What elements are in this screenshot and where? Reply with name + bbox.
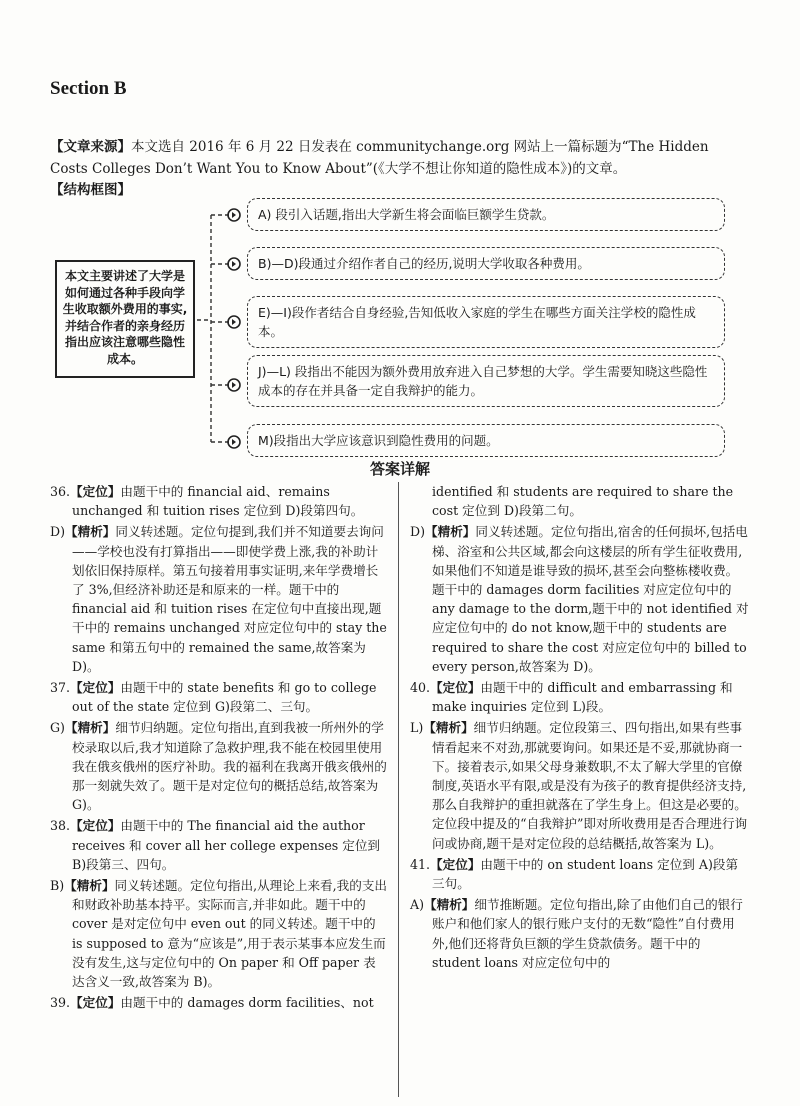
answer-paragraph: D)【精析】同义转述题。定位句指出,宿舍的任何损坏,包括电梯、浴室和公共区域,都会向这楼层的所有学生征收费用,如果他们不知道是谁导致的损坏,甚至会向整栋楼收费。题干中的 damages dorm facilities 对应定位句中的 any damage to the dorm,题干中的 not identified 对应定位句中的 do not know,题干中的 students are required to share the cost 对应定位句中的 billed to every person,故答案为 D)。: [410, 524, 749, 674]
arrow-circle-icon: [227, 435, 241, 449]
answer-paragraph: D)【精析】同义转述题。定位句提到,我们并不知道要去询问——学校也没有打算指出——即使学费上涨,我的补助计划依旧保持原样。第五句接着用事实证明,来年学费增长了 3%,但经济补助还是和原来的一样。题干中的 financial aid 和 tuition rises 在定位句中直接出现,题干中的 remains unchanged 对应定位句中的 stay the same 和第五句中的 remained the same,故答案为 D)。: [50, 524, 387, 674]
answer-paragraph: 39.【定位】由题干中的 damages dorm facilities、not: [50, 995, 374, 1011]
section-title: Section B: [50, 78, 127, 99]
arrow-circle-icon: [227, 378, 241, 392]
structure-node: E)—I)段作者结合自身经验,告知低收入家庭的学生在哪些方面关注学校的隐性成本。: [247, 296, 725, 348]
arrow-circle-icon: [227, 315, 241, 329]
answer-paragraph: A)【精析】细节推断题。定位句指出,除了由他们自己的银行账户和他们家人的银行账户支付的无数“隐性”自付费用外,他们还将背负巨额的学生贷款债务。题干中的 student loans 对应定位句中的: [410, 897, 743, 970]
structure-node: B)—D)段通过介绍作者自己的经历,说明大学收取各种费用。: [247, 247, 725, 280]
structure-label: 【结构框图】: [50, 182, 131, 198]
arrow-circle-icon: [227, 208, 241, 222]
answer-paragraph: 41.【定位】由题干中的 on student loans 定位到 A)段第三句。: [410, 856, 739, 892]
answer-paragraph: 37.【定位】由题干中的 state benefits 和 go to college out of the state 定位到 G)段第二、三句。: [50, 680, 377, 715]
structure-node: M)段指出大学应该意识到隐性费用的问题。: [247, 424, 725, 457]
answer-paragraph: B)【精析】同义转述题。定位句指出,从理论上来看,我的支出和财政补助基本持平。实际而言,并非如此。题干中的 cover 是对定位句中 even out 的同义转述。题干中的 is supposed to 意为“应该是”,用于表示某事本应发生而没有发生,这与定位句中的 On paper 和 Off paper 表达含义一致,故答案为 B)。: [50, 878, 388, 990]
column-divider: [398, 482, 399, 1097]
right-column: [410, 482, 750, 974]
structure-node: J)—L) 段指出不能因为额外费用放弃进入自己梦想的大学。学生需要知晓这些隐性成本的存在并具备一定自我辩护的能力。: [247, 355, 725, 407]
answer-paragraph: 36.【定位】由题干中的 financial aid、remains unchanged 和 tuition rises 定位到 D)段第四句。: [50, 484, 364, 519]
source-label: 【文章来源】: [50, 139, 131, 155]
answers-title: 答案详解: [369, 460, 430, 478]
article-source: [50, 136, 750, 180]
answer-paragraph: G)【精析】细节归纳题。定位句指出,直到我被一所州外的学校录取以后,我才知道除了急救护理,我不能在校园里使用我在俄亥俄州的医疗补助。我的福利在我离开俄亥俄州的那一刻就失效了。题干是对定位句的概括总结,故答案为 G)。: [50, 720, 387, 813]
left-column: [50, 482, 388, 1014]
structure-node: A) 段引入话题,指出大学新生将会面临巨额学生贷款。: [247, 198, 725, 231]
answer-paragraph: 40.【定位】由题干中的 difficult and embarrassing 和 make inquiries 定位到 L)段。: [410, 680, 733, 715]
answer-paragraph: identified 和 students are required to share the cost 定位到 D)段第二句。: [432, 484, 734, 519]
answer-paragraph: L)【精析】细节归纳题。定位段第三、四句指出,如果有些事情看起来不对劲,那就要询问。如果还是不妥,那就协商一下。接着表示,如果父母身兼数职,不太了解大学里的官僚制度,英语水平有限,或是没有为孩子的教育提供经济支持,那么自我辩护的重担就落在了学生身上。但这是必要的。定位段中提及的“自我辩护”即对所收费用是否合理进行询问或协商,题干是对定位段的总结概括,故答案为 L)。: [410, 720, 748, 851]
structure-connector: [195, 205, 235, 455]
summary-box: 本文主要讲述了大学是如何通过各种手段向学生收取额外费用的事实,并结合作者的亲身经历指出应该注意哪些隐性成本。: [55, 260, 195, 378]
answer-paragraph: 38.【定位】由题干中的 The financial aid the author receives 和 cover all her college expenses 定位到 B)段第三、四句。: [50, 818, 381, 872]
arrow-circle-icon: [227, 257, 241, 271]
source-text: 本文选自 2016 年 6 月 22 日发表在 communitychange.org 网站上一篇标题为“The Hidden Costs Colleges Don’t Want You to Know About”(《大学不想让你知道的隐性成本》)的文章。: [50, 139, 709, 177]
